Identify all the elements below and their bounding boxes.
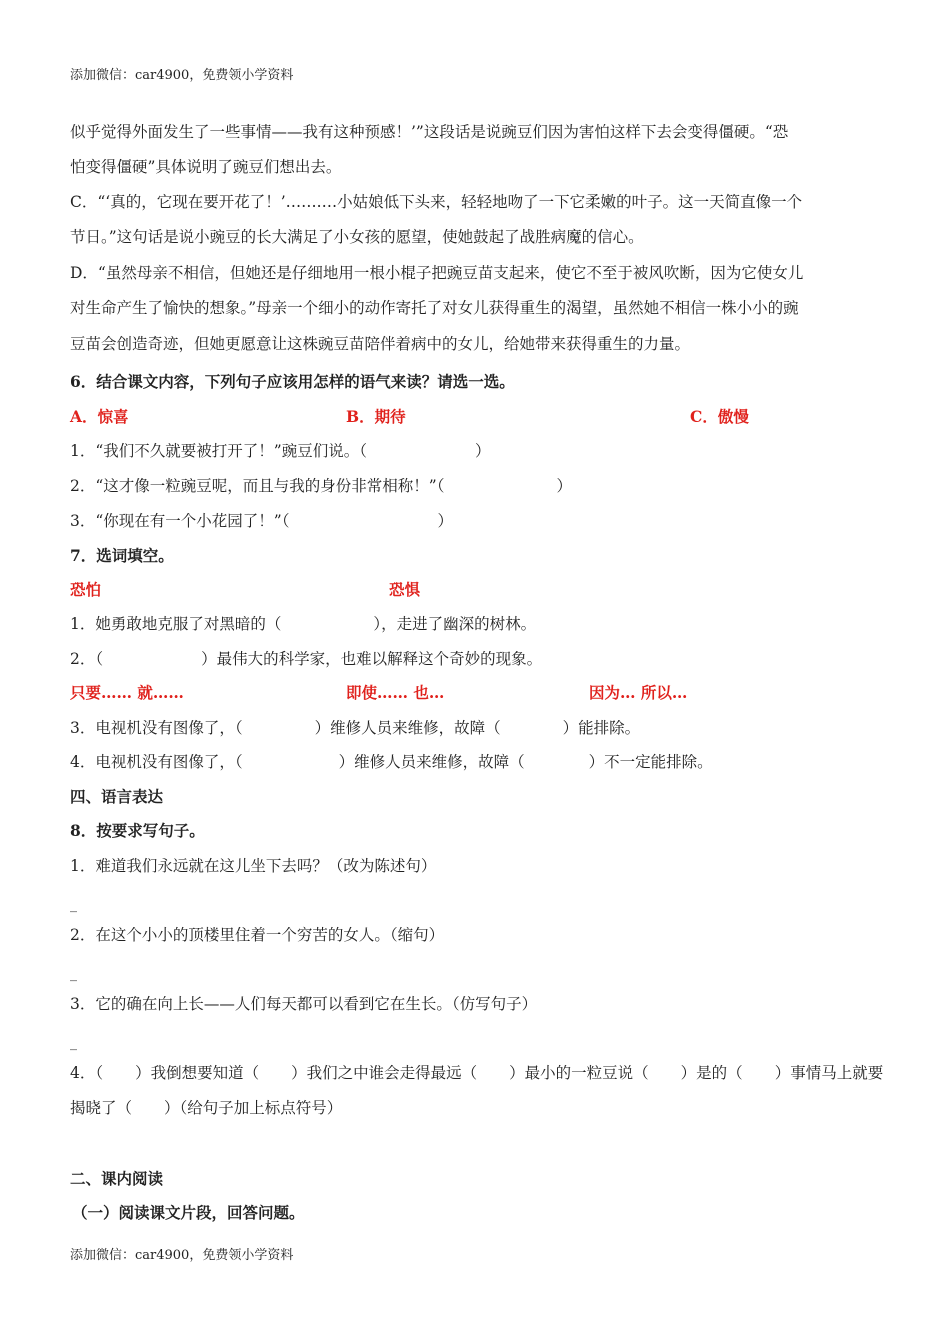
q7-item-2-b: ）最伟大的科学家，也难以解释这个奇妙的现象。 [201, 650, 543, 668]
q7-word-2: 恐惧 [389, 580, 421, 599]
q6-title: 6．结合课文内容，下列句子应该用怎样的语气来读？请选一选。 [70, 372, 515, 391]
q8-item-4-part-3: ）我们之中谁会走得最远（ [291, 1064, 478, 1082]
q7-item-1-a: 1．她勇敢地克服了对黑暗的（ [70, 615, 282, 633]
section-2-title: 二、课内阅读 [70, 1169, 164, 1188]
q7-item-2-a: 2．（ [70, 650, 104, 668]
q6-item-2-text: 2．“这才像一粒豌豆呢，而且与我的身份非常相称！”（ [70, 477, 445, 495]
section-4-title: 四、语言表达 [70, 787, 164, 806]
q6-item-3-close: ） [437, 512, 453, 530]
q7-conj-1: 只要…… 就…… [70, 683, 184, 702]
q7-item-4 [70, 752, 713, 772]
q8-item-4-part-4: ）最小的一粒豆说（ [509, 1064, 649, 1082]
q6-item-3 [70, 511, 453, 531]
page-header: 添加微信：car4900，免费领小学资料 [70, 68, 294, 83]
q6-option-b: B．期待 [346, 407, 406, 426]
q6-item-2 [70, 476, 572, 496]
option-d-line-1: D．“虽然母亲不相信，但她还是仔细地用一根小棍子把豌豆苗支起来，使它不至于被风吹断，因为它使女儿 [70, 264, 804, 282]
q6-option-a: A．惊喜 [70, 407, 129, 426]
q8-answer-line-3: _ [70, 1035, 77, 1051]
q7-item-4-a: 4．电视机没有图像了，（ [70, 753, 243, 771]
option-b-line-1: 似乎觉得外面发生了一些事情——我有这种预感！’”这段话是说豌豆们因为害怕这样下去会变得僵硬。“恐 [70, 123, 789, 141]
q8-item-4-line2-b: ）（给句子加上标点符号） [164, 1099, 343, 1117]
option-c-line-1: C．“‘真的，它现在要开花了！’…….…小姑娘低下头来，轻轻地吻了一下它柔嫩的叶子。这一天简直像一个 [70, 193, 803, 211]
q7-item-2 [70, 649, 542, 669]
q7-word-1: 恐怕 [70, 580, 102, 599]
q7-word-bank-1 [0, 580, 950, 602]
q8-item-1: 1．难道我们永远就在这儿坐下去吗？（改为陈述句） [70, 857, 437, 875]
option-c-line-2: 节日。”这句话是说小豌豆的长大满足了小女孩的愿望，使她鼓起了战胜病魔的信心。 [70, 228, 644, 246]
q6-item-1-text: 1．“我们不久就要被打开了！”豌豆们说。（ [70, 442, 367, 460]
q8-item-3: 3．它的确在向上长——人们每天都可以看到它在生长。（仿写句子） [70, 995, 538, 1013]
q8-item-2: 2．在这个小小的顶楼里住着一个穷苦的女人。（缩句） [70, 926, 445, 944]
q8-item-4-line-2 [70, 1098, 342, 1118]
q7-conj-3: 因为… 所以… [589, 683, 688, 702]
q7-item-3-b: ）维修人员来维修，故障（ [314, 719, 501, 737]
q6-item-1-close: ） [474, 442, 491, 460]
q8-answer-line-2: _ [70, 966, 77, 982]
q6-item-1 [70, 441, 490, 461]
page-footer: 添加微信：car4900，免费领小学资料 [70, 1248, 294, 1263]
q7-item-3-a: 3．电视机没有图像了，（ [70, 719, 243, 737]
option-b-line-2: 怕变得僵硬”具体说明了豌豆们想出去。 [70, 158, 342, 176]
q7-item-3-c: ）能排除。 [562, 719, 641, 737]
q7-conj-2: 即使…… 也… [346, 683, 445, 702]
q6-item-3-text: 3．“你现在有一个小花园了！”（ [70, 512, 290, 530]
section-2-subtitle: （一）阅读课文片段，回答问题。 [72, 1203, 305, 1222]
q8-item-4-line-1 [70, 1063, 883, 1083]
q7-item-3 [70, 718, 640, 738]
q8-item-4-part-5: ）是的（ [680, 1064, 743, 1082]
q8-item-4-line2-a: 揭晓了（ [70, 1099, 133, 1117]
q6-item-2-close: ） [556, 477, 572, 495]
q8-item-4-part-1: 4．（ [70, 1064, 104, 1082]
q7-item-4-c: ）不一定能排除。 [588, 753, 713, 771]
q6-option-c: C．傲慢 [690, 407, 749, 426]
q8-title: 8．按要求写句子。 [70, 821, 205, 840]
q8-answer-line-1: _ [70, 897, 77, 913]
option-d-line-2: 对生命产生了愉快的想象。”母亲一个细小的动作寄托了对女儿获得重生的渴望，虽然她不相信一株小小的豌 [70, 299, 799, 317]
q7-item-4-b: ）维修人员来维修，故障（ [338, 753, 525, 771]
q7-title: 7．选词填空。 [70, 546, 174, 565]
q7-item-1 [70, 614, 536, 634]
q8-item-4-part-6: ）事情马上就要 [774, 1064, 884, 1082]
q7-item-1-b: ），走进了幽深的树林。 [373, 615, 537, 633]
q6-options [0, 407, 950, 429]
q7-word-bank-2 [0, 683, 950, 705]
q8-item-4-part-2: ）我倒想要知道（ [135, 1064, 260, 1082]
option-d-line-3: 豆苗会创造奇迹，但她更愿意让这株豌豆苗陪伴着病中的女儿，给她带来获得重生的力量。 [70, 335, 691, 353]
